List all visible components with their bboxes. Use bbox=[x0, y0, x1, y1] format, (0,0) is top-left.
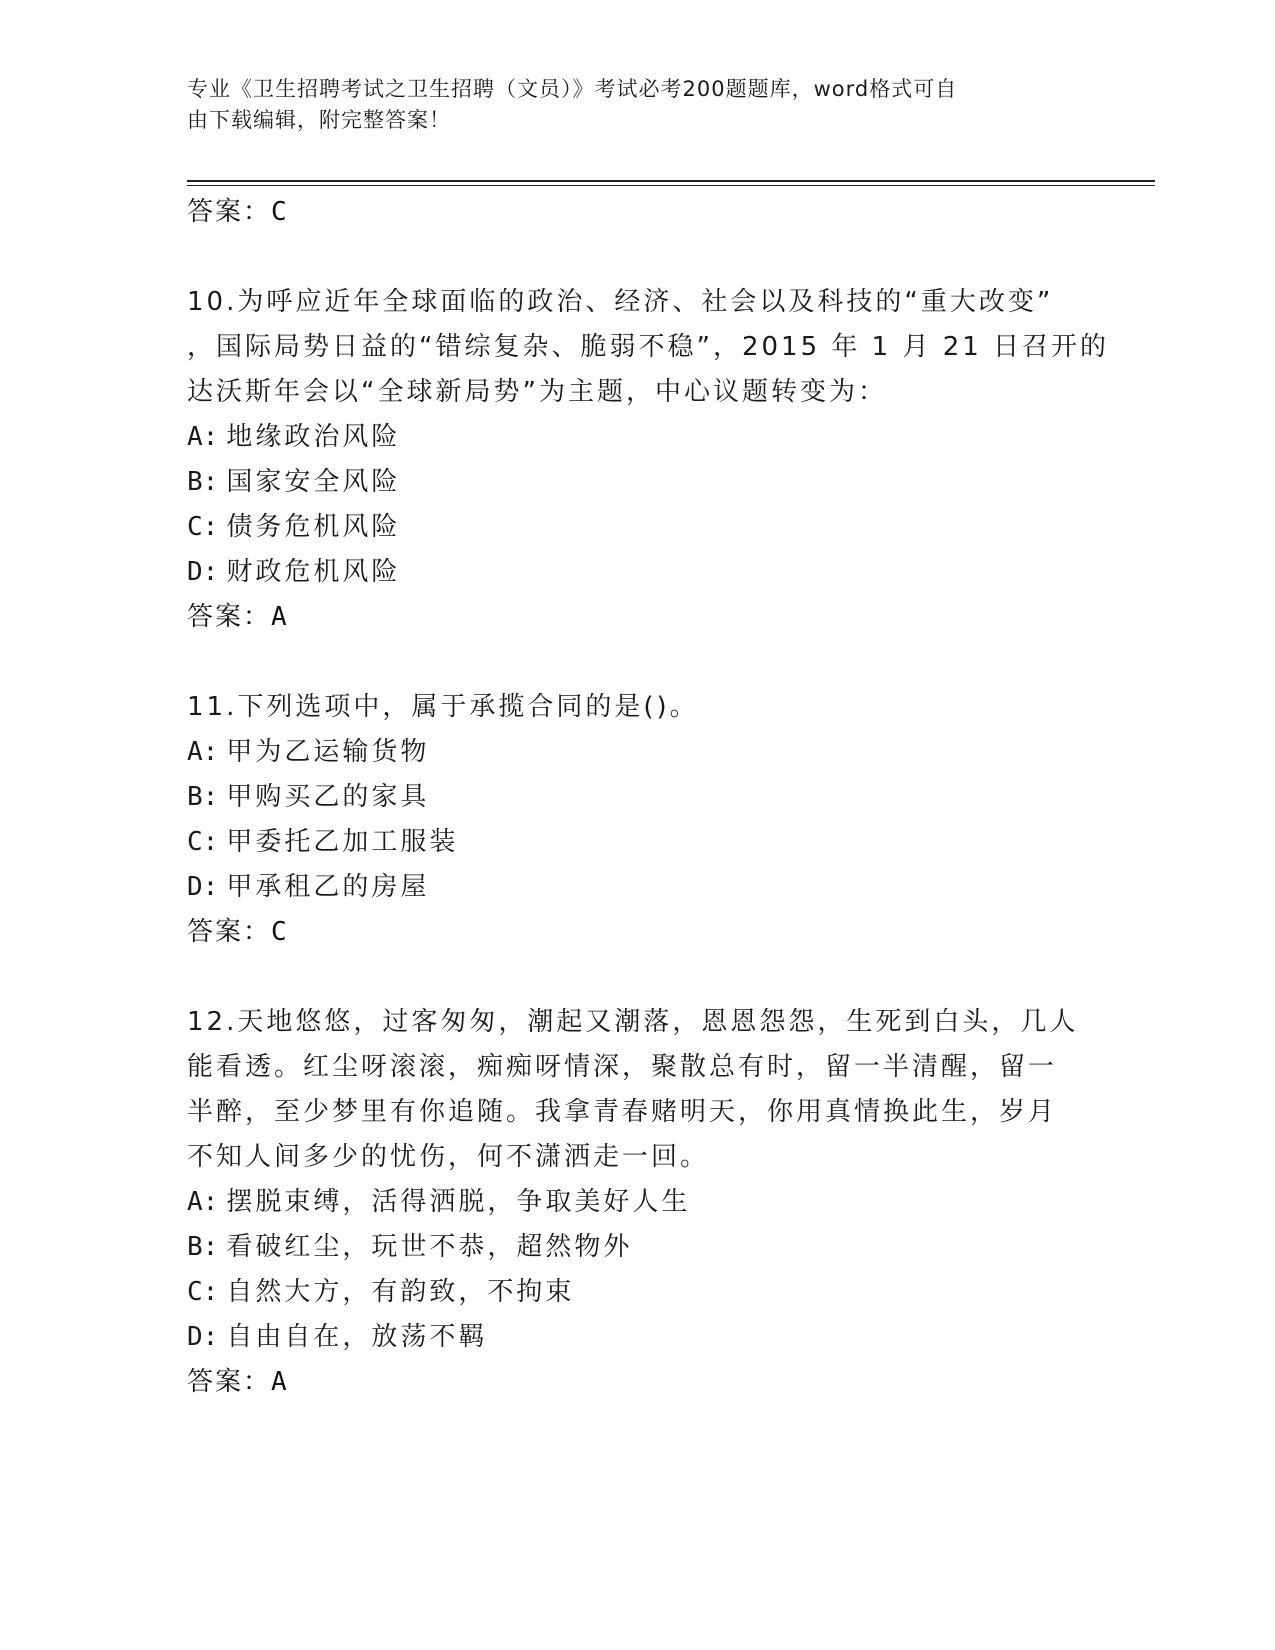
answer-line bbox=[187, 1360, 1087, 1404]
answer-label: 答案： bbox=[187, 917, 272, 947]
option-key: A: bbox=[187, 1187, 219, 1217]
option-text: 摆脱束缚，活得洒脱，争取美好人生 bbox=[226, 1187, 691, 1217]
question-stem-line: 半醉，至少梦里有你追随。我拿青春赌明天，你用真情换此生，岁月 bbox=[187, 1097, 1058, 1127]
question-stem bbox=[187, 280, 1110, 415]
option-key: D: bbox=[187, 872, 219, 902]
option-c bbox=[187, 1270, 1087, 1315]
header-divider-thin bbox=[187, 185, 1155, 186]
option-b bbox=[187, 1225, 1087, 1270]
option-key: D: bbox=[187, 1322, 219, 1352]
question-stem bbox=[187, 685, 1087, 730]
answer-label: 答案： bbox=[187, 197, 272, 227]
option-list bbox=[187, 730, 1087, 910]
answer-label: 答案： bbox=[187, 1367, 272, 1397]
answer-label: 答案： bbox=[187, 602, 272, 632]
question-stem-line: 能看透。红尘呀滚滚，痴痴呀情深，聚散总有时，留一半清醒，留一 bbox=[187, 1052, 1058, 1082]
option-a bbox=[187, 415, 1087, 460]
question-block bbox=[187, 1000, 1087, 1404]
option-text: 地缘政治风险 bbox=[226, 422, 401, 452]
question-stem-line: 12.天地悠悠，过客匆匆，潮起又潮落，恩恩怨怨，生死到白头，几人 bbox=[187, 1007, 1079, 1037]
option-key: A: bbox=[187, 737, 219, 767]
option-text: 看破红尘，玩世不恭，超然物外 bbox=[226, 1232, 633, 1262]
option-text: 自由自在，放荡不羁 bbox=[226, 1322, 488, 1352]
option-d bbox=[187, 865, 1087, 910]
answer-line bbox=[187, 595, 1087, 639]
option-b bbox=[187, 460, 1087, 505]
option-d bbox=[187, 550, 1087, 595]
question-stem-line: 达沃斯年会以“全球新局势”为主题，中心议题转变为： bbox=[187, 377, 887, 407]
option-key: C: bbox=[187, 827, 219, 857]
header-line: 由下载编辑，附完整答案！ bbox=[187, 108, 451, 132]
option-b bbox=[187, 775, 1087, 820]
option-key: B: bbox=[187, 1232, 219, 1262]
option-text: 甲购买乙的家具 bbox=[226, 782, 430, 812]
option-a bbox=[187, 730, 1087, 775]
header-divider bbox=[187, 180, 1155, 182]
option-text: 国家安全风险 bbox=[226, 467, 401, 497]
header-line: 专业《卫生招聘考试之卫生招聘（文员）》考试必考200题题库，word格式可自 bbox=[187, 77, 958, 101]
option-c bbox=[187, 820, 1087, 865]
option-a bbox=[187, 1180, 1087, 1225]
answer-value: C bbox=[271, 917, 287, 947]
option-key: C: bbox=[187, 1277, 219, 1307]
option-text: 甲承租乙的房屋 bbox=[226, 872, 430, 902]
option-key: B: bbox=[187, 467, 219, 497]
answer-line bbox=[187, 910, 1087, 954]
answer-value: A bbox=[271, 602, 287, 632]
option-text: 财政危机风险 bbox=[226, 557, 401, 587]
option-text: 甲委托乙加工服装 bbox=[226, 827, 459, 857]
question-block bbox=[187, 685, 1087, 954]
option-text: 债务危机风险 bbox=[226, 512, 401, 542]
option-key: D: bbox=[187, 557, 219, 587]
answer-value: C bbox=[271, 197, 287, 227]
option-key: A: bbox=[187, 422, 219, 452]
option-text: 自然大方，有韵致，不拘束 bbox=[226, 1277, 575, 1307]
option-list bbox=[187, 1180, 1087, 1360]
question-stem-line: 不知人间多少的忧伤，何不潇洒走一回。 bbox=[187, 1142, 710, 1172]
option-key: C: bbox=[187, 512, 219, 542]
question-block bbox=[187, 280, 1110, 639]
option-text: 甲为乙运输货物 bbox=[226, 737, 430, 767]
question-stem-line: 10.为呼应近年全球面临的政治、经济、社会以及科技的“重大改变” bbox=[187, 287, 1054, 317]
option-d bbox=[187, 1315, 1087, 1360]
question-stem-line: ，国际局势日益的“错综复杂、脆弱不稳”，2015 年 1 月 21 日召开的 bbox=[187, 332, 1110, 362]
option-c bbox=[187, 505, 1087, 550]
answer-value: A bbox=[271, 1367, 287, 1397]
question-stem bbox=[187, 1000, 1087, 1180]
document-header bbox=[187, 74, 1087, 136]
option-list bbox=[187, 415, 1087, 595]
option-key: B: bbox=[187, 782, 219, 812]
answer-line bbox=[187, 190, 1087, 234]
question-stem-line: 11.下列选项中，属于承揽合同的是()。 bbox=[187, 692, 699, 722]
document-body bbox=[187, 190, 1110, 1404]
